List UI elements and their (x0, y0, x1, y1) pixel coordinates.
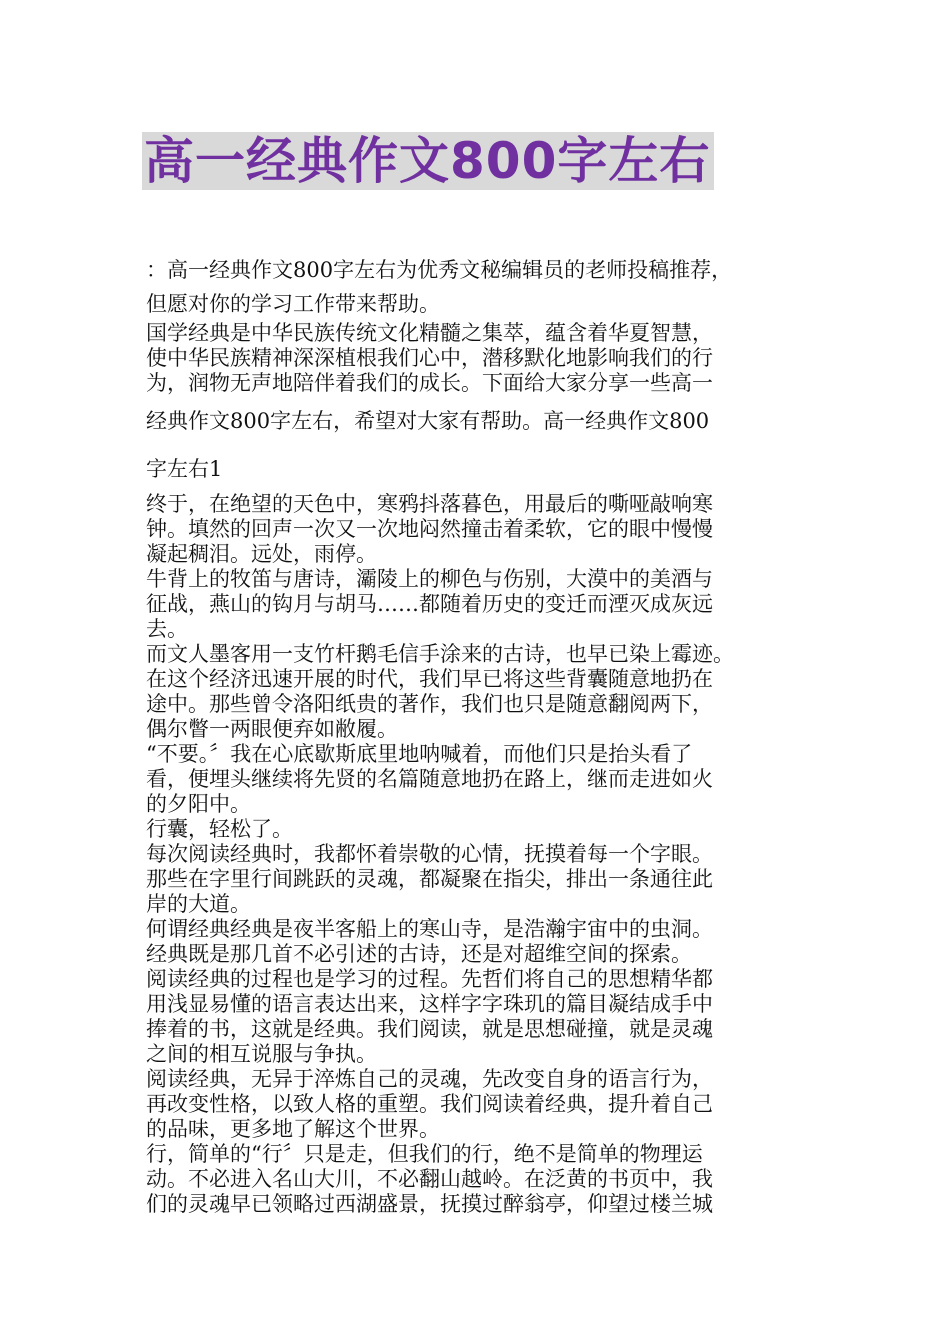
essay-line: 看，便埋头继续将先贤的名篇随意地扔在路上，继而走进如火 (146, 767, 713, 791)
essay-line: 钟。填然的回声一次又一次地闷然撞击着柔软，它的眼中慢慢 (146, 517, 713, 541)
essay-line: 每次阅读经典时，我都怀着崇敬的心情，抚摸着每一个字眼。 (146, 842, 713, 866)
essay-line: 而文人墨客用一支竹杆鹅毛信手涂来的古诗，也早已染上霉迹。 (146, 642, 734, 666)
essay-line: 阅读经典，无异于淬炼自己的灵魂，先改变自身的语言行为， (146, 1067, 713, 1091)
essay-line: 的夕阳中。 (146, 792, 251, 816)
essay-line: 偶尔瞥一两眼便弃如敝履。 (146, 717, 398, 741)
essay-line: 行，简单的“行〞只是走，但我们的行，绝不是简单的物理运 (146, 1142, 703, 1166)
lead-line: 国学经典是中华民族传统文化精髓之集萃，蕴含着华夏智慧， (146, 321, 713, 345)
essay-line: 那些在字里行间跳跃的灵魂，都凝聚在指尖，排出一条通往此 (146, 867, 713, 891)
section-heading: 字左右1 (146, 457, 223, 481)
essay-line: 的品味，更多地了解这个世界。 (146, 1117, 440, 1141)
lead-line: 使中华民族精神深深植根我们心中，潜移默化地影响我们的行 (146, 346, 713, 370)
essay-line: 之间的相互说服与争执。 (146, 1042, 377, 1066)
essay-line: 行囊，轻松了。 (146, 817, 293, 841)
essay-line: 在这个经济迅速开展的时代，我们早已将这些背囊随意地扔在 (146, 667, 713, 691)
essay-line: 凝起稠泪。远处，雨停。 (146, 542, 377, 566)
essay-line: 们的灵魂早已领略过西湖盛景，抚摸过醉翁亭，仰望过楼兰城 (146, 1192, 713, 1216)
essay-line: 捧着的书，这就是经典。我们阅读，就是思想碰撞，就是灵魂 (146, 1017, 713, 1041)
essay-line: 经典既是那几首不必引述的古诗，还是对超维空间的探索。 (146, 942, 692, 966)
intro-line-2: 但愿对你的学习工作带来帮助。 (146, 292, 440, 316)
essay-line: 阅读经典的过程也是学习的过程。先哲们将自己的思想精华都 (146, 967, 713, 991)
essay-line: 终于，在绝望的天色中，寒鸦抖落暮色，用最后的嘶哑敲响寒 (146, 492, 713, 516)
essay-line: 征战，燕山的钩月与胡马……都随着历史的变迁而湮灭成灰远 (146, 592, 713, 616)
essay-line: 用浅显易懂的语言表达出来，这样字字珠玑的篇目凝结成手中 (146, 992, 713, 1016)
essay-line: 再改变性格，以致人格的重塑。我们阅读着经典，提升着自己 (146, 1092, 713, 1116)
document-title: 高一经典作文800字左右 (144, 132, 711, 190)
title-highlight (142, 132, 714, 190)
lead-line: 为，润物无声地陪伴着我们的成长。下面给大家分享一些高一 (146, 371, 713, 395)
essay-line: 途中。那些曾令洛阳纸贵的著作，我们也只是随意翻阅两下， (146, 692, 713, 716)
essay-line: 何谓经典经典是夜半客船上的寒山寺，是浩瀚宇宙中的虫洞。 (146, 917, 713, 941)
intro-line-1: ：高一经典作文800字左右为优秀文秘编辑员的老师投稿推荐， (146, 258, 733, 282)
essay-line: 去。 (146, 617, 188, 641)
essay-line: “不要。〞我在心底歇斯底里地呐喊着，而他们只是抬头看了 (146, 742, 693, 766)
essay-line: 岸的大道。 (146, 892, 251, 916)
lead-line-4: 经典作文800字左右，希望对大家有帮助。高一经典作文800 (146, 409, 710, 433)
essay-body (146, 492, 811, 1217)
lead-paragraph (146, 321, 811, 396)
essay-line: 牛背上的牧笛与唐诗，灞陵上的柳色与伤别，大漠中的美酒与 (146, 567, 713, 591)
essay-line: 动。不必进入名山大川，不必翻山越岭。在泛黄的书页中，我 (146, 1167, 713, 1191)
